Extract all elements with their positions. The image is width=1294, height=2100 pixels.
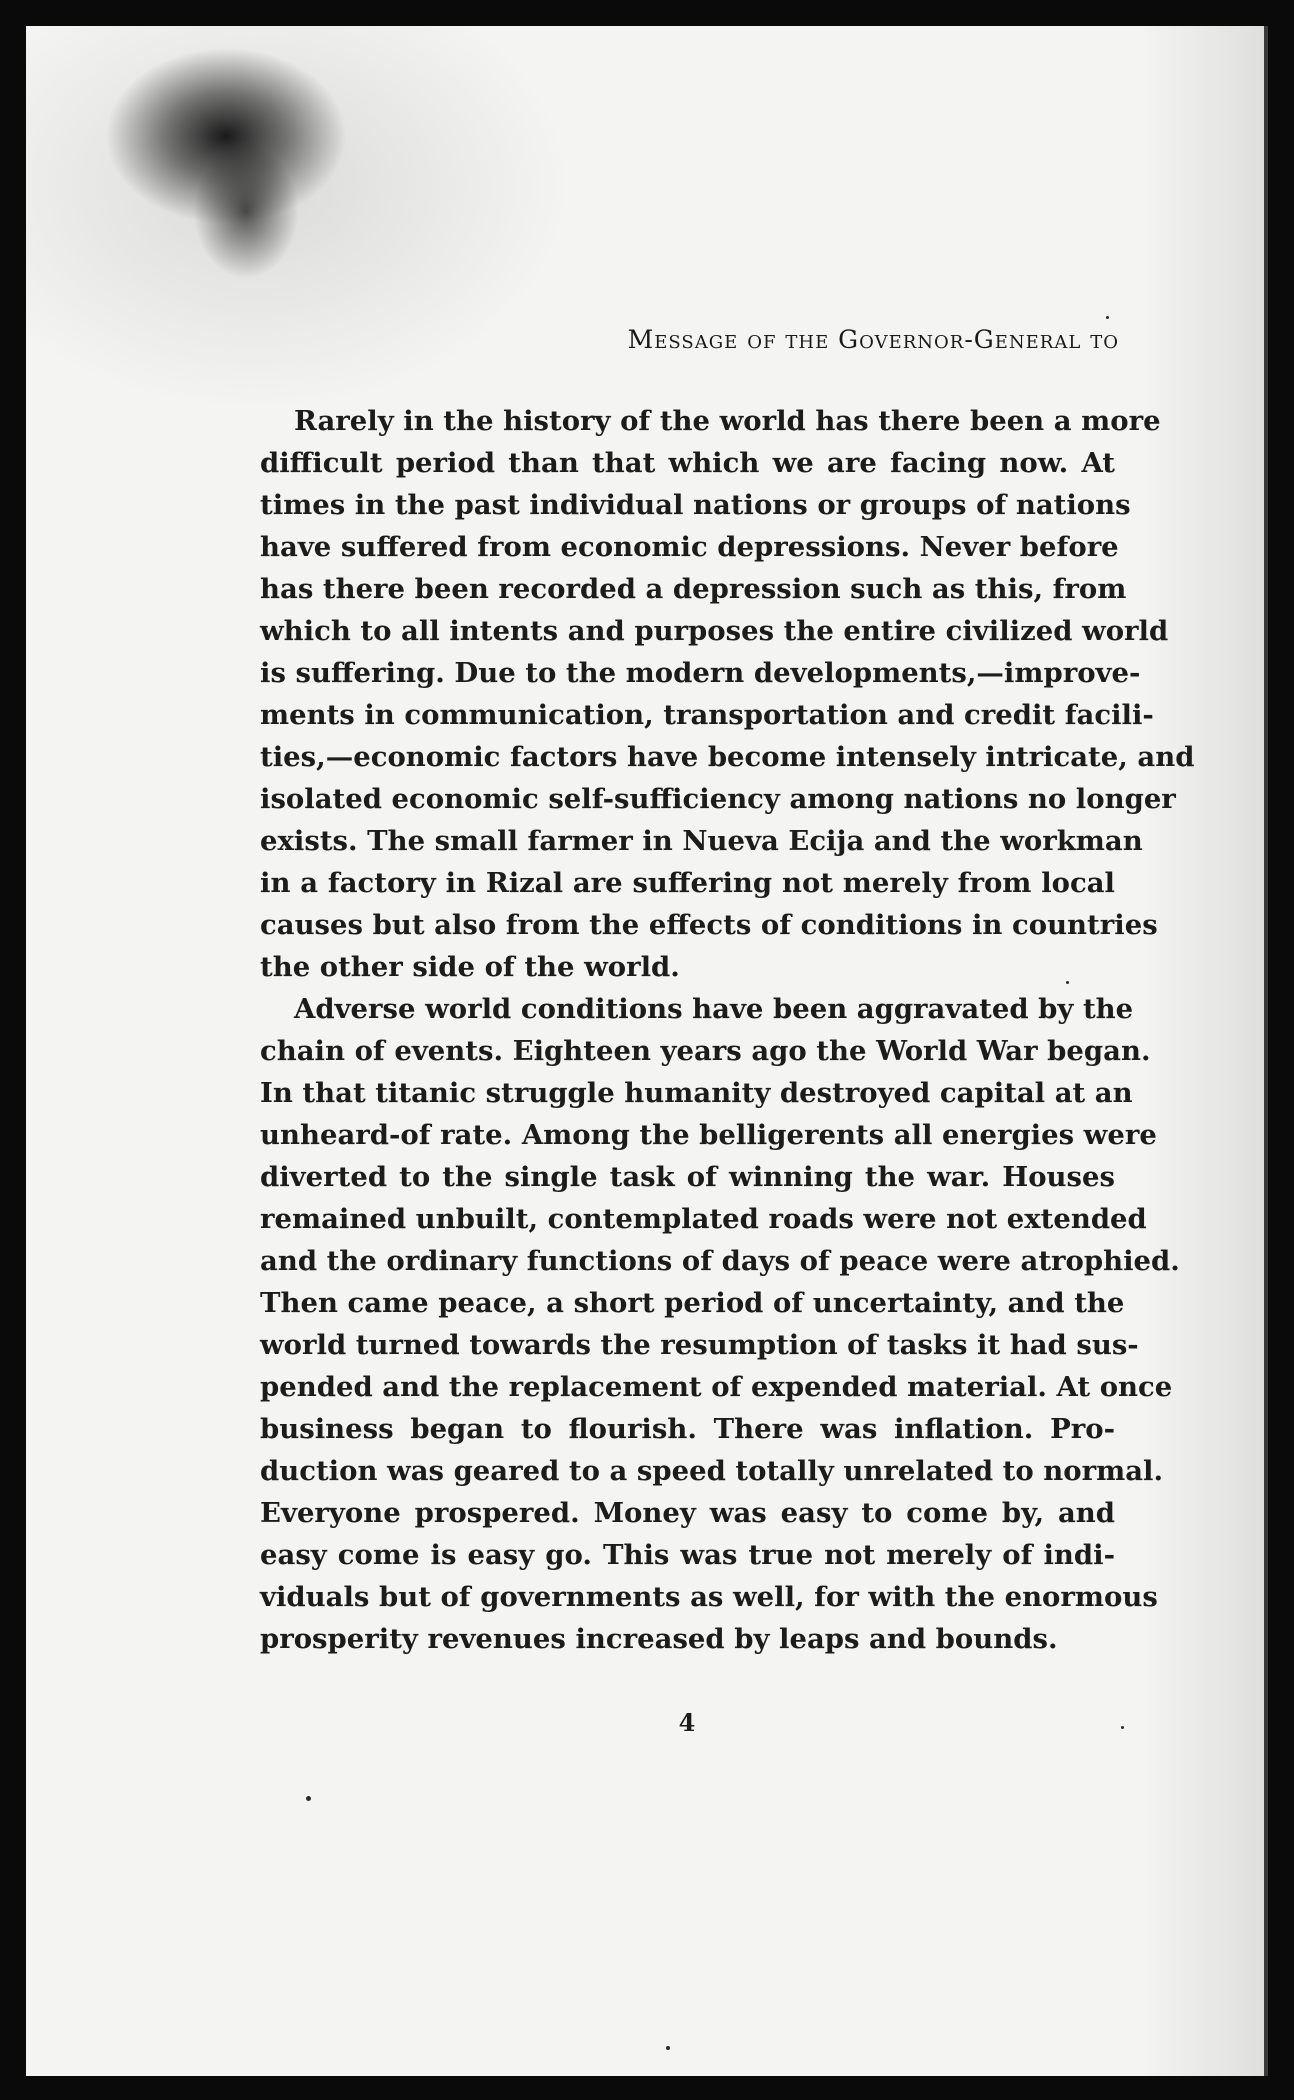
body-text [260, 400, 1195, 1660]
scan-speck [306, 1796, 311, 1801]
text-line: Everyone prospered. Money was easy to come by, and [260, 1497, 1115, 1529]
text-line: business began to flourish. There was inflation. Pro- [260, 1413, 1115, 1445]
text-line: in a factory in Rizal are suffering not merely from local [260, 867, 1115, 899]
text-line: easy come is easy go. This was true not merely of indi- [260, 1539, 1115, 1571]
page-number: 4 [678, 1708, 696, 1737]
text-line: difficult period than that which we are facing now. At [260, 447, 1115, 479]
text-line: world turned towards the resumption of tasks it had sus- [260, 1329, 1139, 1361]
text-line: pended and the replacement of expended material. At once [260, 1371, 1173, 1403]
text-line: viduals but of governments as well, for with the enormous [260, 1581, 1158, 1613]
text-line: diverted to the single task of winning the war. Houses [260, 1161, 1115, 1193]
text-line: and the ordinary functions of days of peace were atrophied. [260, 1245, 1180, 1277]
page-edge [1264, 26, 1268, 2076]
text-line: exists. The small farmer in Nueva Ecija and the workman [260, 825, 1143, 857]
running-head: Message of the Governor-General to [627, 325, 1119, 354]
text-line: Adverse world conditions have been aggravated by the [294, 993, 1134, 1025]
text-line: unheard-of rate. Among the belligerents all energies were [260, 1119, 1157, 1151]
text-line: chain of events. Eighteen years ago the World War began. [260, 1035, 1151, 1067]
text-line: have suffered from economic depressions. Never before [260, 531, 1119, 563]
text-line: Then came peace, a short period of uncertainty, and the [260, 1287, 1125, 1319]
text-line: has there been recorded a depression such as this, from [260, 573, 1127, 605]
text-line: ties,—economic factors have become intensely intricate, and [260, 741, 1195, 773]
paragraph-1 [260, 400, 1195, 988]
text-line: which to all intents and purposes the entire civilized world [260, 615, 1169, 647]
scan-speck [666, 2046, 670, 2050]
text-line: In that titanic struggle humanity destroyed capital at an [260, 1077, 1133, 1109]
text-line: causes but also from the effects of conditions in countries [260, 909, 1158, 941]
text-line: duction was geared to a speed totally unrelated to normal. [260, 1455, 1164, 1487]
text-line: isolated economic self-sufficiency among nations no longer [260, 783, 1176, 815]
text-line: is suffering. Due to the modern developments,—improve- [260, 657, 1141, 689]
text-line: the other side of the world. [260, 951, 680, 983]
text-line: ments in communication, transportation and credit facili- [260, 699, 1154, 731]
text-line: Rarely in the history of the world has there been a more [294, 405, 1161, 437]
text-line: remained unbuilt, contemplated roads were not extended [260, 1203, 1147, 1235]
scan-speck [1106, 316, 1109, 319]
text-line: times in the past individual nations or groups of nations [260, 489, 1131, 521]
paragraph-2 [260, 988, 1180, 1660]
text-line: prosperity revenues increased by leaps and bounds. [260, 1623, 1058, 1655]
